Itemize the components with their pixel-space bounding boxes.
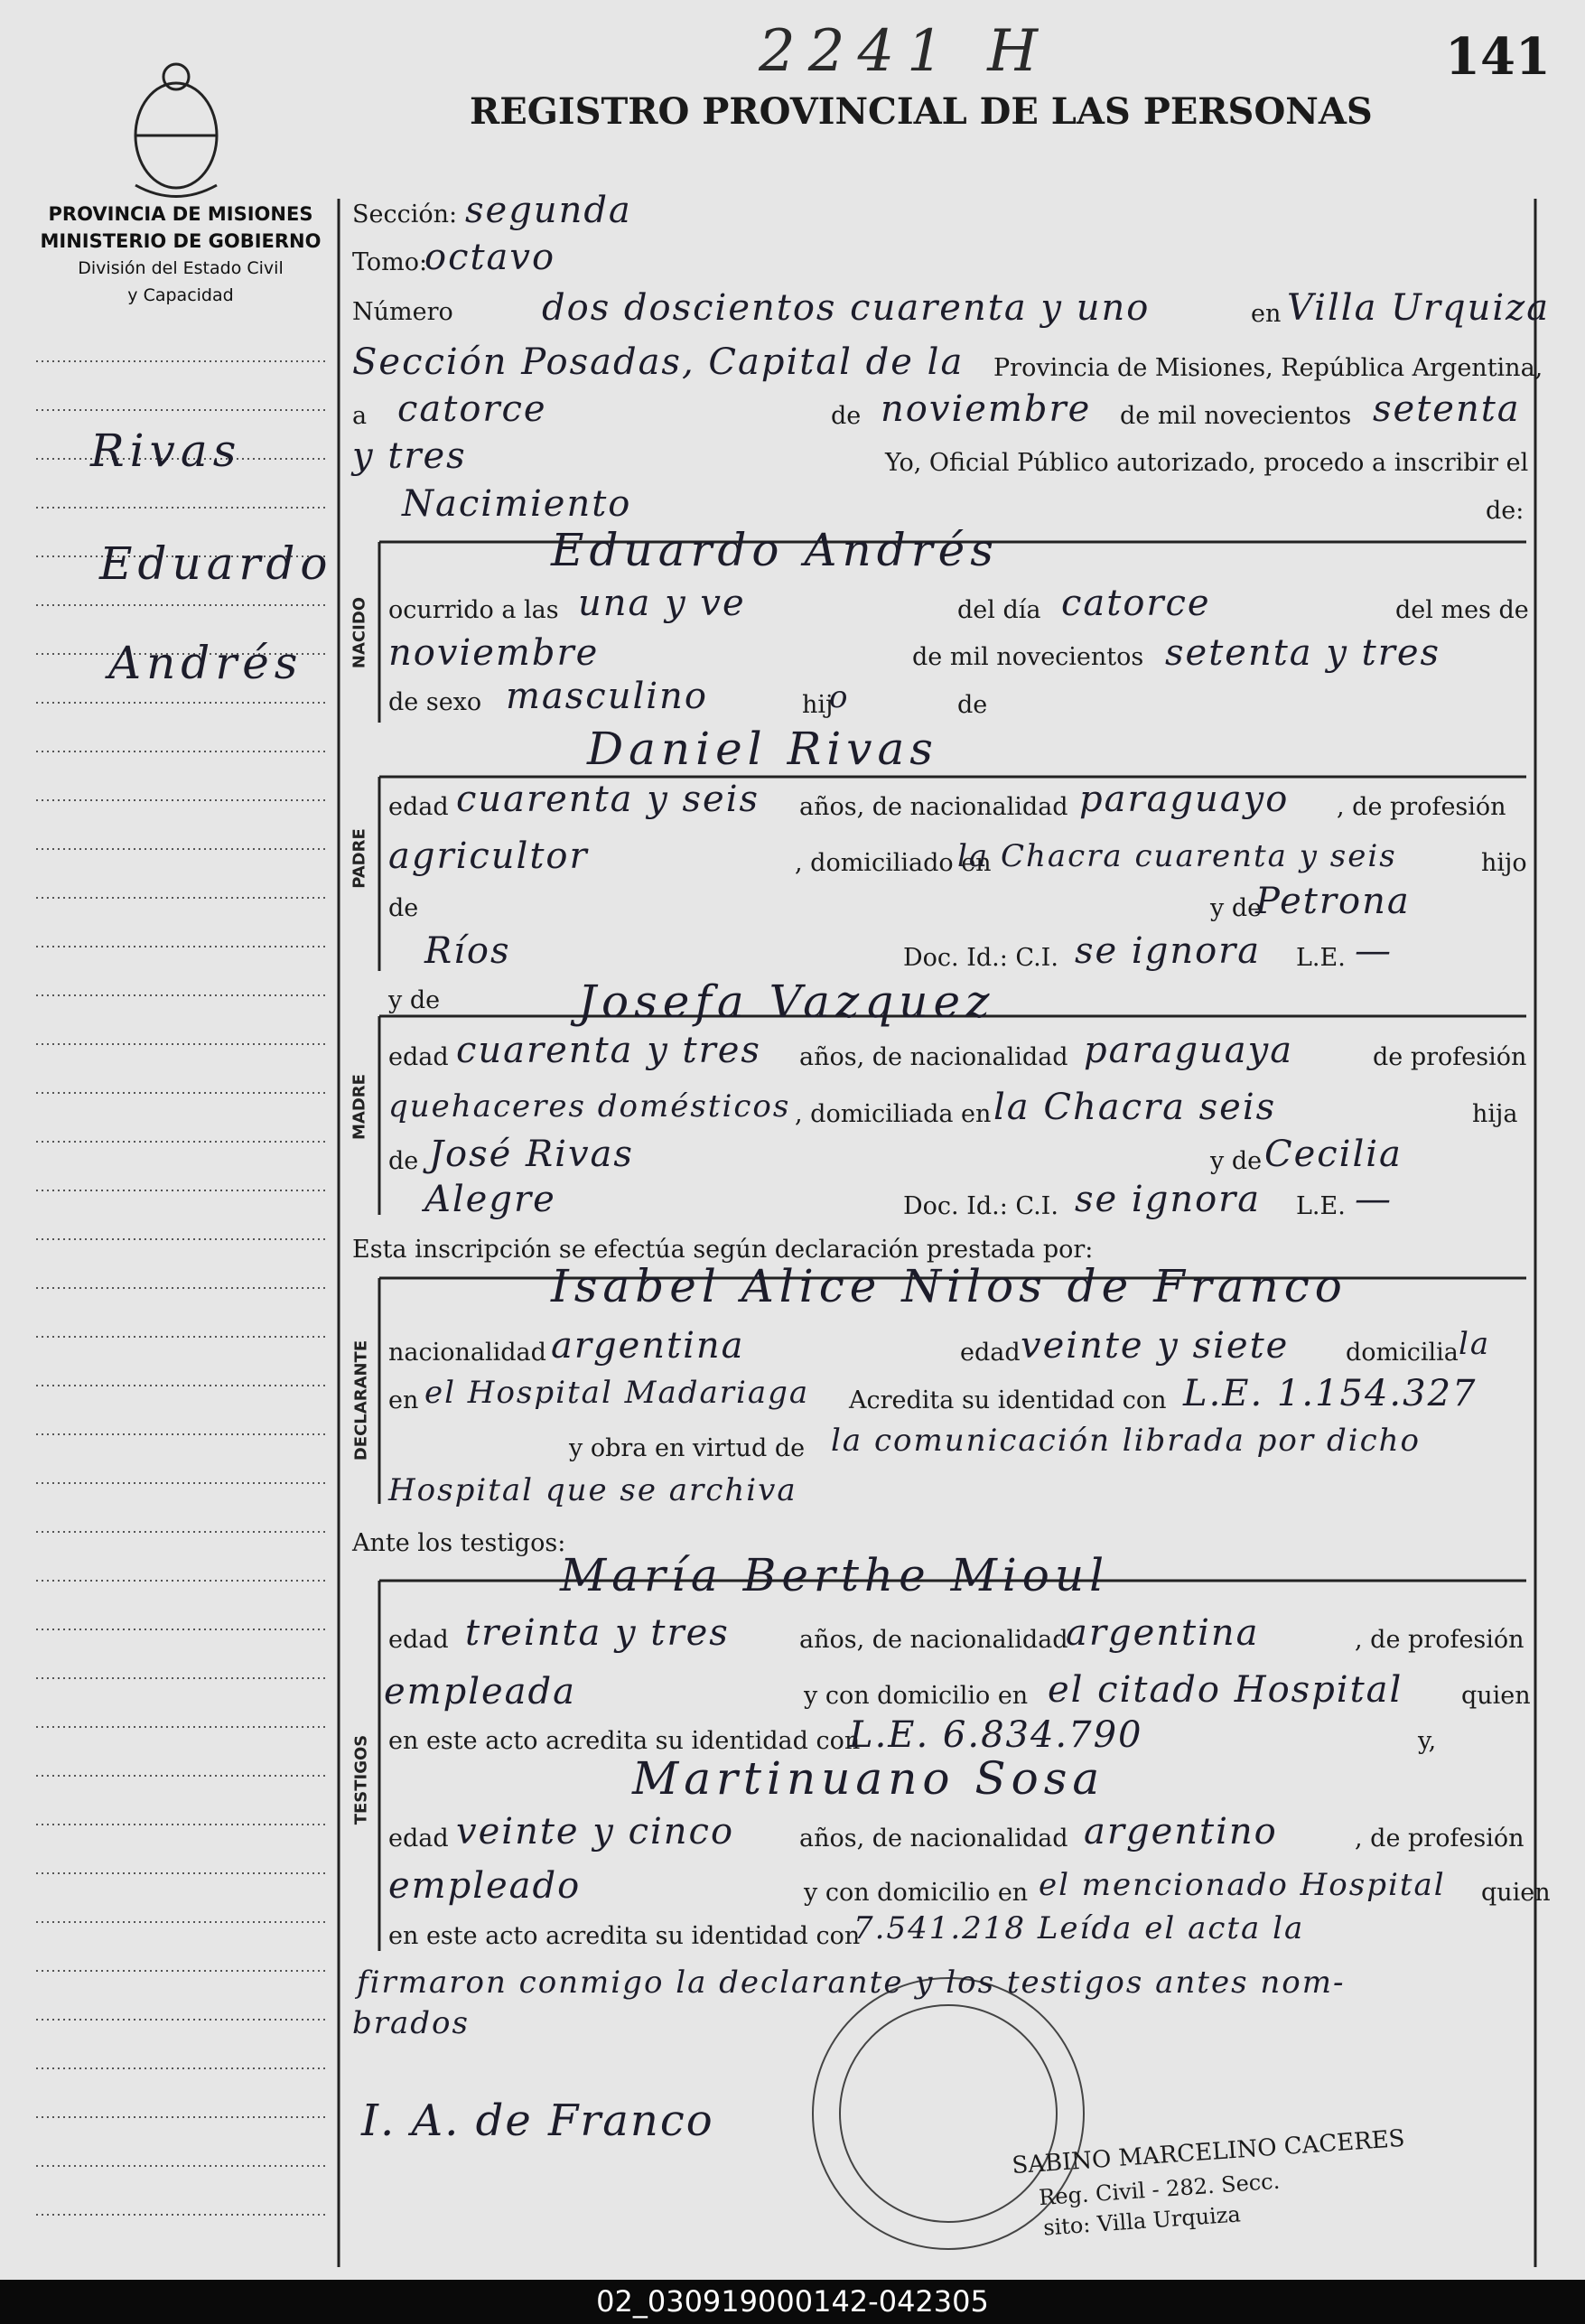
label-t2-profesion: , de profesión	[1355, 1825, 1524, 1853]
value-decl-edad: veinte y siete	[1021, 1325, 1290, 1367]
value-hij-suffix: o	[829, 679, 850, 715]
label-decl-domicilia: domicilia	[1346, 1339, 1459, 1367]
value-madre-le: —	[1355, 1179, 1393, 1220]
label-t1-profesion: , de profesión	[1355, 1626, 1524, 1654]
label-hij: hij	[802, 691, 834, 719]
label-inscripcion-declaracion: Esta inscripción se efectúa según declaración prestada por:	[352, 1236, 1094, 1264]
label-padre-domiciliado: , domiciliado en	[795, 849, 992, 877]
label-t1-quien: quien	[1461, 1682, 1531, 1710]
label-ante-testigos: Ante los testigos:	[352, 1529, 566, 1557]
label-t2-anos-nac: años, de nacionalidad	[799, 1825, 1068, 1853]
label-t1-anos-nac: años, de nacionalidad	[799, 1626, 1068, 1654]
label-padre-le: L.E.	[1296, 944, 1346, 972]
value-t1-dom: el citado Hospital	[1048, 1669, 1403, 1711]
value-madre-nombre: Josefa Vazquez	[578, 975, 995, 1028]
value-madre-de: José Rivas	[429, 1134, 634, 1175]
value-declarante-nombre: Isabel Alice Nilos de Franco	[551, 1260, 1347, 1312]
value-mes: noviembre	[881, 388, 1092, 430]
value-decl-virtud: la comunicación librada por dicho	[831, 1423, 1421, 1459]
value-padre-y-de: Petrona	[1255, 881, 1411, 922]
label-padre-y-de: y de	[1210, 894, 1263, 922]
margin-second-name: Andrés	[108, 637, 303, 689]
label-padre-hijo: hijo	[1481, 849, 1527, 877]
stamp-office-line: Reg. Civil - 282. Secc.	[1038, 2168, 1282, 2211]
value-testigo2-nombre: Martinuano Sosa	[632, 1752, 1105, 1805]
value-decl-virtud2: Hospital que se archiva	[388, 1472, 797, 1508]
side-label-testigos: TESTIGOS	[351, 1734, 371, 1825]
value-madre-de2: Alegre	[424, 1179, 556, 1220]
label-decl-edad: edad	[960, 1339, 1021, 1367]
label-padre-profesion: , de profesión	[1337, 793, 1506, 821]
value-padre-de2: Ríos	[424, 930, 511, 972]
label-de-child: de	[957, 691, 988, 719]
label-t1-y: y,	[1418, 1727, 1437, 1755]
label-madre-profesion: de profesión	[1373, 1043, 1527, 1071]
value-testigo1-nombre: María Berthe Mioul	[560, 1549, 1110, 1601]
value-padre-edad: cuarenta y seis	[456, 779, 760, 820]
side-label-padre: PADRE	[350, 828, 369, 889]
label-madre-y-de: y de	[388, 986, 441, 1014]
value-anio2: setenta y tres	[1165, 632, 1441, 674]
declarant-signature: I. A. de Franco	[361, 2095, 714, 2146]
value-padre-nombre: Daniel Rivas	[587, 723, 938, 775]
label-t2-edad: edad	[388, 1825, 449, 1853]
side-label-nacido: NACIDO	[350, 596, 369, 669]
value-madre-edad: cuarenta y tres	[456, 1030, 761, 1071]
label-t2-quien: quien	[1481, 1879, 1551, 1907]
value-padre-ci: se ignora	[1075, 930, 1262, 972]
value-padre-prof: agricultor	[388, 835, 589, 877]
label-provincia: Provincia de Misiones, República Argentina,	[993, 354, 1543, 382]
division-name: División del Estado Civil	[78, 258, 284, 278]
label-t1-edad: edad	[388, 1626, 449, 1654]
label-madre-doc: Doc. Id.: C.I.	[903, 1192, 1058, 1220]
label-del-dia: del día	[957, 596, 1041, 624]
margin-first-name: Eduardo	[99, 537, 333, 590]
value-decl-dom1: la	[1459, 1326, 1491, 1362]
label-tomo: Tomo:	[352, 248, 428, 276]
handwritten-reference: 2241 H	[759, 18, 1051, 85]
label-madre-domiciliada: , domiciliada en	[795, 1100, 992, 1128]
label-madre-anos-nac: años, de nacionalidad	[799, 1043, 1068, 1071]
footer-file-id: 02_030919000142-042305	[596, 2284, 989, 2319]
label-decl-acredita: Acredita su identidad con	[849, 1386, 1167, 1414]
value-decl-dom2: el Hospital Madariaga	[424, 1375, 810, 1411]
label-de: de	[831, 402, 862, 430]
value-mes2: noviembre	[388, 632, 600, 674]
value-madre-prof: quehaceres domésticos	[388, 1088, 791, 1125]
value-t2-le: 7.541.218 Leída el acta la	[853, 1910, 1305, 1946]
margin-surname: Rivas	[90, 425, 242, 477]
coat-of-arms-emblem	[135, 64, 217, 197]
value-padre-nac: paraguayo	[1079, 779, 1290, 820]
stamp-location-line: sito: Villa Urquiza	[1042, 2201, 1242, 2241]
value-seccion-posadas: Sección Posadas, Capital de la	[352, 341, 965, 383]
side-label-declarante: DECLARANTE	[351, 1339, 371, 1461]
value-t1-edad: treinta y tres	[465, 1612, 730, 1654]
value-decl-nac: argentina	[551, 1325, 745, 1367]
label-padre-edad: edad	[388, 793, 449, 821]
value-t2-prof: empleado	[388, 1865, 582, 1907]
label-del-mes-de: del mes de	[1395, 596, 1529, 624]
label-de-mil-novecientos-2: de mil novecientos	[912, 643, 1144, 671]
label-madre-y-de2: y de	[1210, 1147, 1263, 1175]
value-child-name: Eduardo Andrés	[551, 524, 999, 576]
value-t2-edad: veinte y cinco	[456, 1811, 735, 1853]
label-seccion: Sección:	[352, 201, 458, 229]
value-sexo: masculino	[506, 676, 708, 717]
page-title: REGISTRO PROVINCIAL DE LAS PERSONAS	[470, 90, 1373, 133]
value-padre-dom: la Chacra cuarenta y seis	[957, 838, 1397, 874]
label-en: en	[1251, 300, 1282, 328]
value-t1-nac: argentina	[1066, 1612, 1260, 1654]
value-madre-y-de: Cecilia	[1264, 1134, 1403, 1175]
label-madre-hija: hija	[1472, 1100, 1518, 1128]
value-madre-dom: la Chacra seis	[993, 1087, 1277, 1128]
division-name-cont: y Capacidad	[127, 285, 234, 305]
value-closing-line2: brados	[352, 2005, 470, 2041]
value-hora: una y ve	[578, 583, 746, 624]
value-numero: dos doscientos cuarenta y uno	[542, 287, 1151, 329]
label-madre-de: de	[388, 1147, 419, 1175]
value-t1-prof: empleada	[384, 1671, 576, 1713]
value-anio: setenta	[1373, 388, 1521, 430]
value-t1-le: L.E. 6.834.790	[849, 1714, 1143, 1756]
label-de-colon: de:	[1486, 497, 1524, 525]
label-madre-le: L.E.	[1296, 1192, 1346, 1220]
province-name: PROVINCIA DE MISIONES	[48, 203, 313, 225]
value-decl-le: L.E. 1.154.327	[1183, 1373, 1478, 1414]
label-de-mil-novecientos: de mil novecientos	[1120, 402, 1352, 430]
label-padre-anos-nac: años, de nacionalidad	[799, 793, 1068, 821]
value-madre-ci: se ignora	[1075, 1179, 1262, 1220]
value-padre-le: —	[1355, 930, 1393, 972]
label-numero: Número	[352, 298, 453, 326]
label-t1-acredita: en este acto acredita su identidad con	[388, 1727, 861, 1755]
label-padre-doc: Doc. Id.: C.I.	[903, 944, 1058, 972]
label-decl-en: en	[388, 1386, 419, 1414]
label-a: a	[352, 402, 368, 430]
label-padre-de: de	[388, 894, 419, 922]
value-t2-nac: argentino	[1084, 1811, 1278, 1853]
label-t2-domicilio: y con domicilio en	[804, 1879, 1029, 1907]
page-number: 141	[1445, 27, 1551, 87]
issuing-authority	[27, 201, 334, 309]
label-madre-edad: edad	[388, 1043, 449, 1071]
value-dia: catorce	[397, 388, 547, 430]
label-t2-acredita: en este acto acredita su identidad con	[388, 1922, 861, 1950]
value-acto: Nacimiento	[402, 483, 632, 525]
value-anio-cont: y tres	[352, 435, 467, 477]
ministry-name: MINISTERIO DE GOBIERNO	[40, 230, 322, 252]
label-decl-obra-virtud: y obra en virtud de	[569, 1434, 806, 1462]
label-de-sexo: de sexo	[388, 688, 482, 716]
value-seccion: segunda	[465, 190, 632, 231]
label-decl-nacionalidad: nacionalidad	[388, 1339, 546, 1367]
label-yo-oficial: Yo, Oficial Público autorizado, procedo a inscribir el	[885, 449, 1529, 477]
label-t1-domicilio: y con domicilio en	[804, 1682, 1029, 1710]
stamp-officer-name: SABINO MARCELINO CACERES	[1011, 2124, 1406, 2180]
value-del-dia: catorce	[1061, 583, 1211, 624]
value-closing-line1: firmaron conmigo la declarante y los testigos antes nom-	[357, 1965, 1346, 2001]
value-t2-dom: el mencionado Hospital	[1039, 1867, 1446, 1903]
label-ocurrido: ocurrido a las	[388, 596, 559, 624]
side-label-madre: MADRE	[350, 1074, 369, 1140]
value-madre-nac: paraguaya	[1084, 1030, 1294, 1071]
value-en-lugar: Villa Urquiza	[1287, 287, 1551, 329]
value-tomo: octavo	[424, 237, 556, 278]
